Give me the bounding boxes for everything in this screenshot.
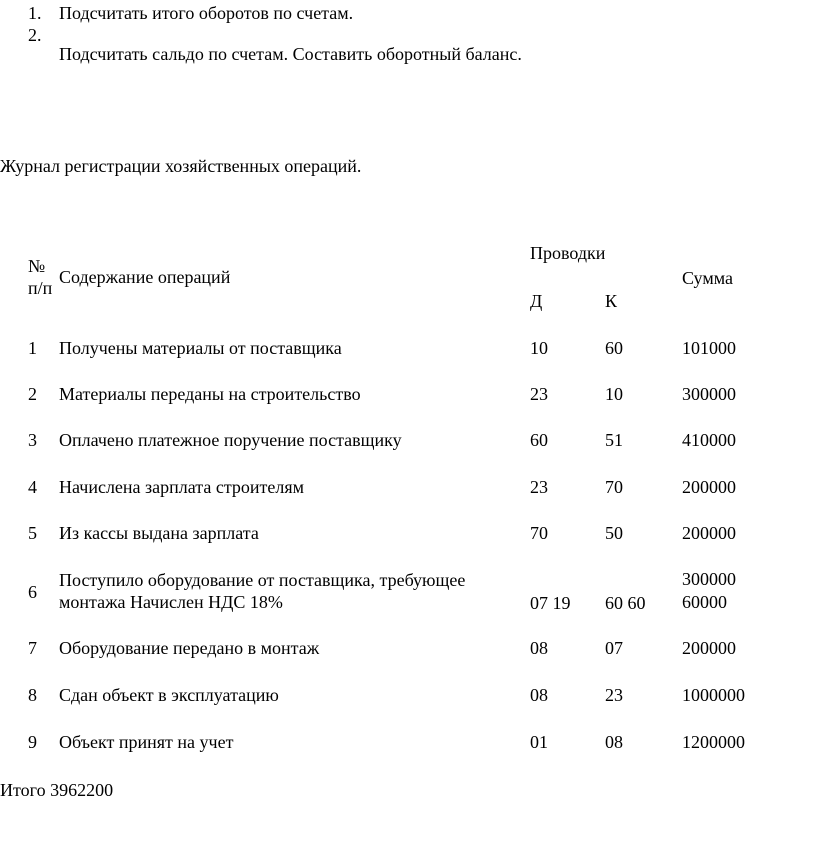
row-sum: 200000 (682, 638, 736, 658)
row-credit: 60 (605, 338, 623, 358)
row-credit: 10 (605, 384, 623, 404)
row-debit: 60 (530, 430, 548, 450)
row-debit: 23 (530, 384, 548, 404)
row-sum: 200000 (682, 477, 736, 497)
row-content: Из кассы выдана зарплата (59, 523, 259, 543)
row-content: Оборудование передано в монтаж (59, 638, 320, 658)
row-content: Оплачено платежное поручение поставщику (59, 430, 402, 450)
row-credit: 08 (605, 732, 623, 752)
header-postings: Проводки (530, 243, 606, 263)
row-content: Материалы переданы на строительство (59, 384, 361, 404)
row-debit: 08 (530, 685, 548, 705)
row-credit: 51 (605, 430, 623, 450)
task-text: Подсчитать сальдо по счетам. Составить оборотный баланс. (59, 44, 522, 64)
row-number: 8 (28, 685, 37, 705)
header-num: № (28, 256, 46, 276)
row-number: 5 (28, 523, 37, 543)
row-number: 4 (28, 477, 37, 497)
row-number: 3 (28, 430, 37, 450)
row-number: 9 (28, 732, 37, 752)
row-content: Сдан объект в эксплуатацию (59, 685, 279, 705)
row-sum: 300000 (682, 569, 736, 589)
row-credit: 50 (605, 523, 623, 543)
row-content: Получены материалы от поставщика (59, 338, 342, 358)
row-sum: 101000 (682, 338, 736, 358)
row-sum: 410000 (682, 430, 736, 450)
row-sum: 1000000 (682, 685, 745, 705)
row-number: 1 (28, 338, 37, 358)
header-sum: Сумма (682, 268, 733, 288)
row-credit: 60 60 (605, 593, 646, 613)
header-credit: К (605, 291, 618, 311)
row-number: 6 (28, 582, 37, 602)
row-sum: 200000 (682, 523, 736, 543)
row-debit: 10 (530, 338, 548, 358)
row-sum: 300000 (682, 384, 736, 404)
row-debit: 01 (530, 732, 548, 752)
row-content: монтажа Начислен НДС 18% (59, 592, 283, 612)
row-number: 2 (28, 384, 37, 404)
header-debit: Д (530, 291, 543, 311)
row-content: Поступило оборудование от поставщика, требующее (59, 570, 466, 590)
row-content: Начислена зарплата строителям (59, 477, 305, 497)
row-credit: 07 (605, 638, 623, 658)
row-sum: 60000 (682, 592, 727, 612)
task-number: 1. (28, 3, 42, 23)
task-text: Подсчитать итого оборотов по счетам. (59, 3, 354, 23)
task-number: 2. (28, 25, 42, 45)
row-debit: 23 (530, 477, 548, 497)
header-num-sub: п/п (28, 278, 53, 298)
total-line: Итого 3962200 (0, 780, 114, 800)
row-debit: 70 (530, 523, 548, 543)
row-debit: 08 (530, 638, 548, 658)
journal-title: Журнал регистрации хозяйственных операций. (0, 156, 362, 176)
row-number: 7 (28, 638, 37, 658)
row-debit: 07 19 (530, 593, 571, 613)
row-credit: 70 (605, 477, 623, 497)
row-sum: 1200000 (682, 732, 745, 752)
header-content: Содержание операций (59, 267, 231, 287)
row-credit: 23 (605, 685, 623, 705)
row-content: Объект принят на учет (59, 732, 234, 752)
